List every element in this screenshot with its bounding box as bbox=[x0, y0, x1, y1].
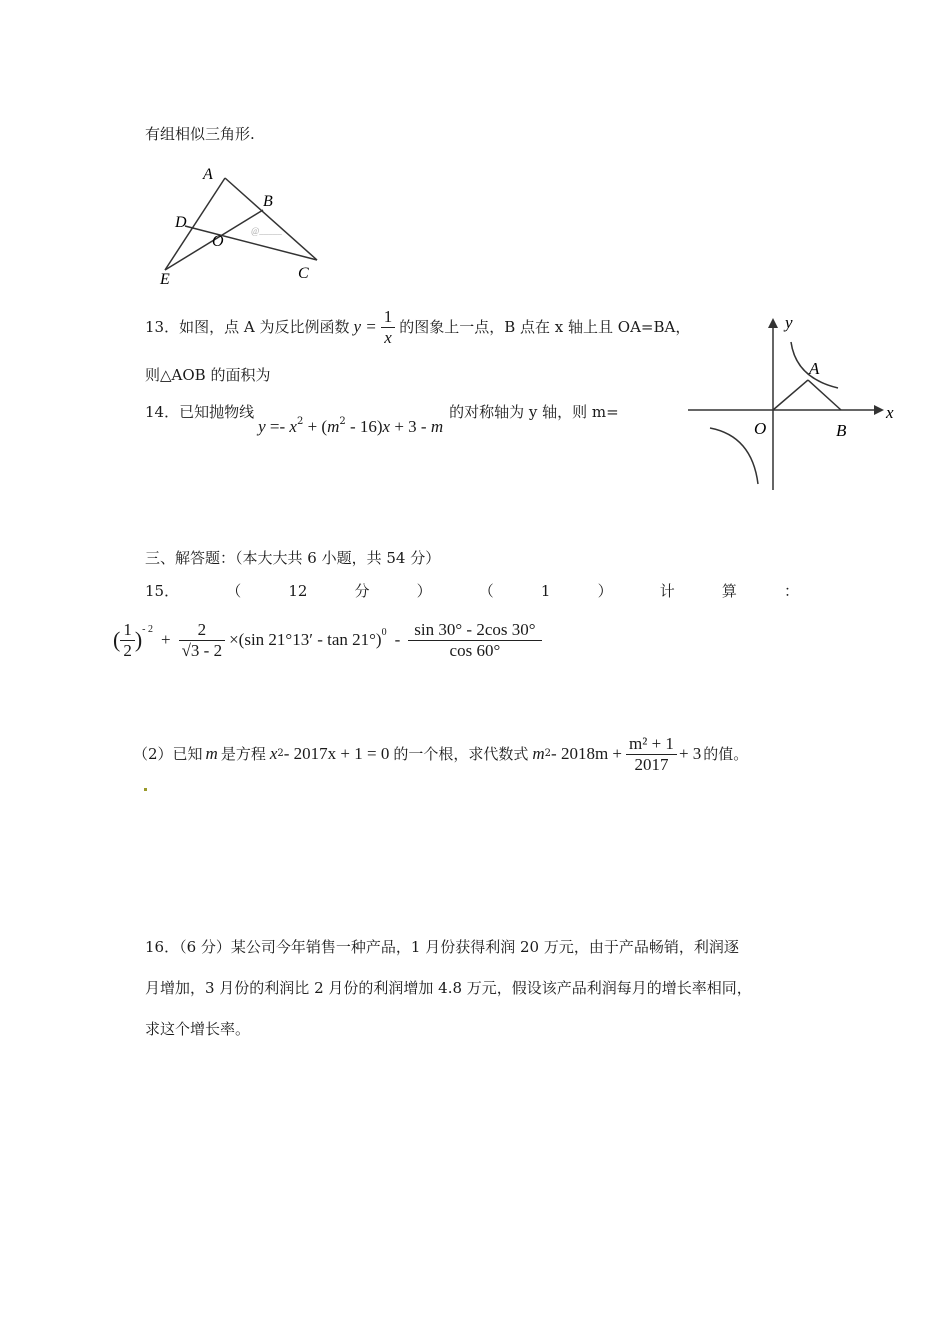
q15-f2-num: 2 bbox=[179, 620, 226, 641]
q16-line3: 求这个增长率。 bbox=[145, 1020, 251, 1038]
q15-p2-plus3: + 3 bbox=[678, 744, 702, 763]
q15-p2-prefix: （2）已知 bbox=[133, 745, 203, 763]
q15-h2: 12 bbox=[288, 582, 308, 600]
point-B-label: B bbox=[836, 421, 847, 440]
label-O: O bbox=[212, 233, 224, 250]
section3-heading: 三、解答题：（本大大共 6 小题，共 54 分） bbox=[145, 549, 441, 567]
q15-h10: ： bbox=[783, 582, 799, 600]
q13-line1 bbox=[145, 305, 690, 349]
label-A: A bbox=[203, 166, 213, 183]
q15-half bbox=[120, 620, 135, 661]
q13-suffix: 的图象上一点，B 点在 x 轴上且 OA=BA， bbox=[399, 318, 691, 336]
q14-eq-sup1: 2 bbox=[296, 416, 304, 427]
q15-p2-eq-sup: 2 bbox=[277, 748, 284, 759]
q15-part2 bbox=[133, 728, 748, 780]
point-A-label: A bbox=[809, 359, 820, 378]
q15-f3-den: cos 60° bbox=[449, 640, 501, 660]
q14-eq-x1: x bbox=[289, 417, 297, 436]
label-D: D bbox=[175, 214, 187, 231]
q15-expression-1 bbox=[113, 612, 542, 668]
q15-p2-suffix: 的值。 bbox=[703, 745, 749, 763]
q15-p2-m: m bbox=[205, 744, 218, 763]
q15-p2-eq-x: x bbox=[269, 744, 278, 763]
q15-paren-close: ) bbox=[134, 627, 143, 652]
q15-p2-eq-rest: - 2017x + 1 = 0 bbox=[283, 744, 390, 763]
hyperbola-figure bbox=[688, 312, 898, 492]
q13-func-lhs: y = bbox=[353, 317, 377, 336]
q15-minus: - bbox=[394, 630, 401, 649]
q15-half-num: 1 bbox=[120, 620, 135, 641]
q15-h3: 分 bbox=[354, 582, 370, 600]
q15-p2-fraction bbox=[626, 734, 677, 775]
q15-plus: + bbox=[161, 630, 171, 649]
q15-h7: ） bbox=[597, 582, 613, 600]
q15-times-part: ×(sin 21°13′ - tan 21°) bbox=[229, 630, 382, 649]
q15-half-den: 2 bbox=[123, 640, 132, 660]
q15-h0: 15． bbox=[145, 582, 180, 600]
q14-eq-b: + ( bbox=[303, 417, 328, 436]
q14-eq-d: + 3 - bbox=[390, 417, 431, 436]
q15-p2-expr-m: m bbox=[532, 744, 545, 763]
q14-eq-x2: x bbox=[382, 417, 391, 436]
q15-h1: （ bbox=[226, 582, 242, 600]
q14-line bbox=[145, 402, 619, 436]
q15-p2-f-num: m² + 1 bbox=[626, 734, 677, 755]
q13-num: 1 bbox=[381, 307, 396, 328]
q15-h6: 1 bbox=[540, 582, 551, 600]
q15-header bbox=[145, 581, 799, 601]
axis-x-label: x bbox=[886, 403, 894, 422]
q14-eq-m2: m bbox=[430, 417, 444, 436]
q15-h5: （ bbox=[478, 582, 494, 600]
q13-den: x bbox=[384, 327, 392, 347]
q14-equation bbox=[258, 412, 443, 437]
q14-eq-sup2: 2 bbox=[339, 416, 346, 427]
q15-f2-den: √3 - 2 bbox=[181, 640, 223, 660]
q13-fraction bbox=[381, 307, 396, 348]
q15-h4: ） bbox=[416, 582, 432, 600]
q15-fraction-3 bbox=[408, 620, 541, 661]
q15-p2-mid2: 的一个根，求代数式 bbox=[393, 745, 529, 763]
q12-text: 有组相似三角形. bbox=[145, 125, 255, 143]
watermark: @_____ bbox=[251, 226, 282, 236]
stray-dot bbox=[144, 788, 147, 791]
q13-line2: 则△AOB 的面积为 bbox=[145, 366, 271, 384]
q14-eq-m: m bbox=[327, 417, 340, 436]
q16-line1: 16．（6 分）某公司今年销售一种产品，1 月份获得利润 20 万元，由于产品畅销，利润逐 bbox=[145, 938, 739, 956]
q15-p2-f-den: 2017 bbox=[634, 754, 669, 774]
q14-eq-c: - 16) bbox=[345, 417, 383, 436]
q14-suffix: 的对称轴为 y 轴，则 m= bbox=[449, 403, 619, 421]
q15-exp0: 0 bbox=[381, 626, 387, 638]
q15-p2-expr-rest: - 2018m + bbox=[551, 744, 623, 763]
q15-h8: 计 bbox=[659, 582, 675, 600]
q14-eq-a: =- bbox=[265, 417, 290, 436]
q14-prefix: 14．已知抛物线 bbox=[145, 403, 255, 421]
q15-paren-open: ( bbox=[113, 627, 121, 652]
label-E: E bbox=[160, 271, 170, 288]
q15-f3-num: sin 30° - 2cos 30° bbox=[408, 620, 541, 641]
axis-y-label: y bbox=[785, 313, 793, 332]
q15-h9: 算 bbox=[721, 582, 737, 600]
q14-eq-y: y bbox=[258, 417, 266, 436]
q15-p2-expr-sup: 2 bbox=[544, 748, 552, 759]
q15-fraction-2 bbox=[179, 620, 226, 661]
q13-prefix: 13．如图，点 A 为反比例函数 bbox=[145, 318, 350, 336]
origin-label: O bbox=[754, 419, 767, 438]
label-C: C bbox=[298, 265, 309, 282]
similar-triangles-figure bbox=[155, 160, 330, 290]
label-B: B bbox=[263, 193, 273, 210]
q15-p2-mid: 是方程 bbox=[220, 745, 266, 763]
q16-line2: 月增加，3 月份的利润比 2 月份的利润增加 4.8 万元，假设该产品利润每月的增长率相同， bbox=[145, 979, 752, 997]
q15-exp: - 2 bbox=[142, 623, 153, 635]
